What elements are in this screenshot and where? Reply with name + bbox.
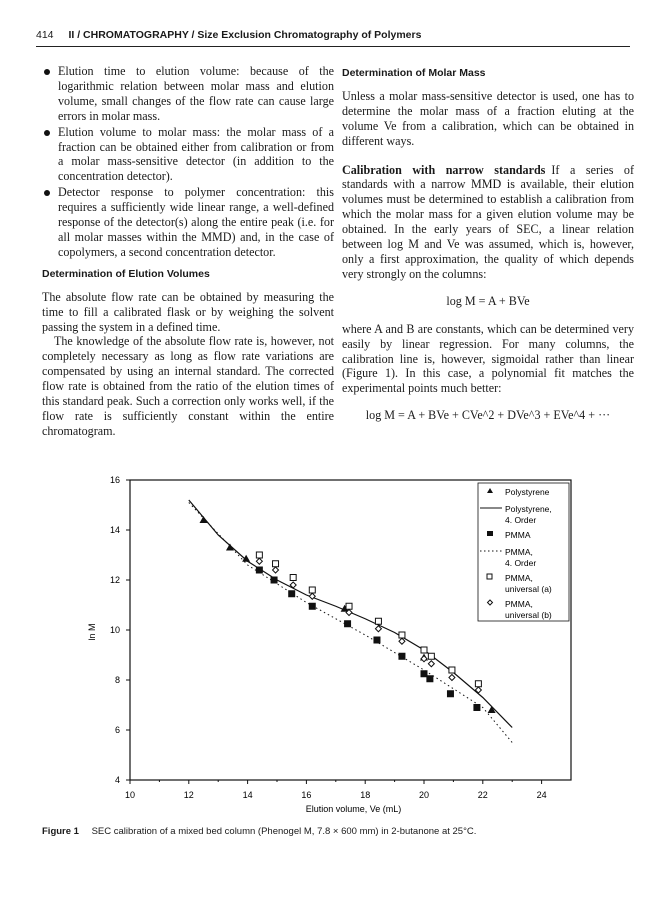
legend-open-square-icon: [487, 574, 492, 579]
left-column: [42, 64, 334, 439]
y-tick-label: 12: [109, 575, 120, 585]
open-square-marker: [346, 603, 352, 609]
legend-label: 4. Order: [505, 515, 537, 525]
section-heading-elution-volumes: Determination of Elution Volumes: [42, 267, 210, 280]
section-heading-molar-mass: Determination of Molar Mass: [342, 67, 486, 79]
y-tick-label: 16: [109, 475, 120, 485]
open-square-marker: [475, 681, 481, 687]
legend-label: Polystyrene: [505, 487, 550, 497]
equation-linear: log M = A + BVe: [446, 293, 530, 308]
x-tick-label: 24: [536, 790, 547, 800]
calibration-plot: [0, 470, 668, 820]
bullet-item: Detector response to polymer concentration: this requires a sufficiently wide linear range, a well-defined response of the detector(s) along the entire peak (i.e. for all molar masses within the MMD) and, in the case of copolymers, a second concentration detector.: [42, 185, 334, 260]
figure-chart: [0, 470, 668, 820]
y-tick-label: 6: [114, 725, 120, 735]
x-tick-label: 12: [183, 790, 194, 800]
x-axis-label: Elution volume, Ve (mL): [305, 804, 402, 814]
legend-label: universal (a): [505, 584, 552, 594]
legend-label: PMMA,: [505, 573, 533, 583]
figure-caption: [42, 826, 476, 837]
open-square-marker: [273, 561, 279, 567]
y-tick-label: 14: [109, 525, 120, 535]
paragraph: The knowledge of the absolute flow rate is, however, not completely necessary as long as flow rate variations are compensated by using an internal standard. The corrected flow rate is obtained from the ratio of the elution times of this standard peak. Such a correction only works well, if the flow rate is sufficiently constant within the entire chromatogram.: [42, 334, 334, 438]
open-square-marker: [309, 587, 315, 593]
filled-square-marker: [344, 620, 351, 627]
legend-label: PMMA: [505, 530, 531, 540]
y-tick-label: 8: [114, 675, 120, 685]
filled-square-marker: [373, 637, 380, 644]
running-header: [36, 29, 630, 41]
open-diamond-marker: [273, 567, 279, 573]
paragraph: [342, 163, 634, 282]
filled-square-marker: [447, 690, 454, 697]
x-tick-label: 14: [242, 790, 253, 800]
legend-filled-square-icon: [487, 531, 493, 536]
bullet-list: [42, 64, 334, 260]
open-diamond-marker: [375, 626, 381, 632]
open-diamond-marker: [399, 638, 405, 644]
equation-polynomial: log M = A + BVe + CVe^2 + DVe^3 + EVe^4 + ···: [365, 408, 611, 423]
y-tick-label: 4: [114, 775, 120, 785]
x-tick-label: 10: [124, 790, 136, 800]
page-number: 414: [36, 29, 54, 41]
filled-square-marker: [426, 675, 433, 682]
x-tick-label: 22: [477, 790, 488, 800]
y-axis-label: ln M: [87, 623, 97, 641]
legend-label: 4. Order: [505, 558, 537, 568]
open-diamond-marker: [256, 558, 262, 564]
paragraph: where A and B are constants, which can be determined very easily by linear regression. For many columns, the calibration line is, however, sigmoidal rather than linear (Figure 1). In this case, a polynomial fit matches the experimental points much better:: [342, 321, 634, 396]
open-diamond-marker: [428, 661, 434, 667]
x-tick-label: 16: [301, 790, 312, 800]
right-column: [342, 64, 634, 436]
open-diamond-marker: [449, 675, 455, 681]
legend-label: PMMA,: [505, 547, 533, 557]
open-square-marker: [428, 653, 434, 659]
legend-label: PMMA,: [505, 599, 533, 609]
runin-heading: Calibration with narrow standards: [342, 162, 546, 177]
y-tick-label: 10: [109, 625, 120, 635]
open-diamond-marker: [421, 656, 427, 662]
paragraph-text: If a series of standards with a narrow MMD is available, their elution volumes must be determined to establish a calibration from which the molar mass for a given elution volume may be obtained. In the early years of SEC, a linear relation between log M and Ve was assumed, which is, however, only a first approximation, the quality of which depends very strongly on the columns:: [342, 162, 635, 281]
open-square-marker: [375, 618, 381, 624]
caption-text: SEC calibration of a mixed bed column (Phenogel M, 7.8 × 600 mm) in 2-butanone at 25°C.: [91, 826, 477, 837]
open-square-marker: [290, 575, 296, 581]
header-rule: [36, 46, 630, 47]
open-square-marker: [256, 552, 262, 558]
x-tick-label: 20: [418, 790, 430, 800]
paragraph: Unless a molar mass-sensitive detector is used, one has to determine the molar mass of a fraction eluting at the volume Ve from a calibration, which can be obtained in different ways.: [342, 88, 634, 148]
paragraph: The absolute flow rate can be obtained by measuring the time to fill a calibrated flask or by weighing the solvent passing the system in a defined time.: [42, 289, 334, 334]
legend-label: universal (b): [505, 610, 552, 620]
running-title: II / CHROMATOGRAPHY / Size Exclusion Chromatography of Polymers: [68, 29, 422, 41]
open-square-marker: [399, 632, 405, 638]
bullet-item: Elution volume to molar mass: the molar mass of a fraction can be obtained either from calibration or from a molar mass-sensitive detector (in addition to the concentration detector).: [42, 125, 334, 185]
legend-label: Polystyrene,: [505, 504, 552, 514]
open-square-marker: [421, 647, 427, 653]
open-square-marker: [449, 667, 455, 673]
figure-label: Figure 1: [42, 826, 79, 837]
x-tick-label: 18: [360, 790, 371, 800]
filled-square-marker: [398, 653, 405, 660]
bullet-item: Elution time to elution volume: because of the logarithmic relation between molar mass and elution volume, small changes of the flow rate can cause large errors in molar mass.: [42, 64, 334, 124]
